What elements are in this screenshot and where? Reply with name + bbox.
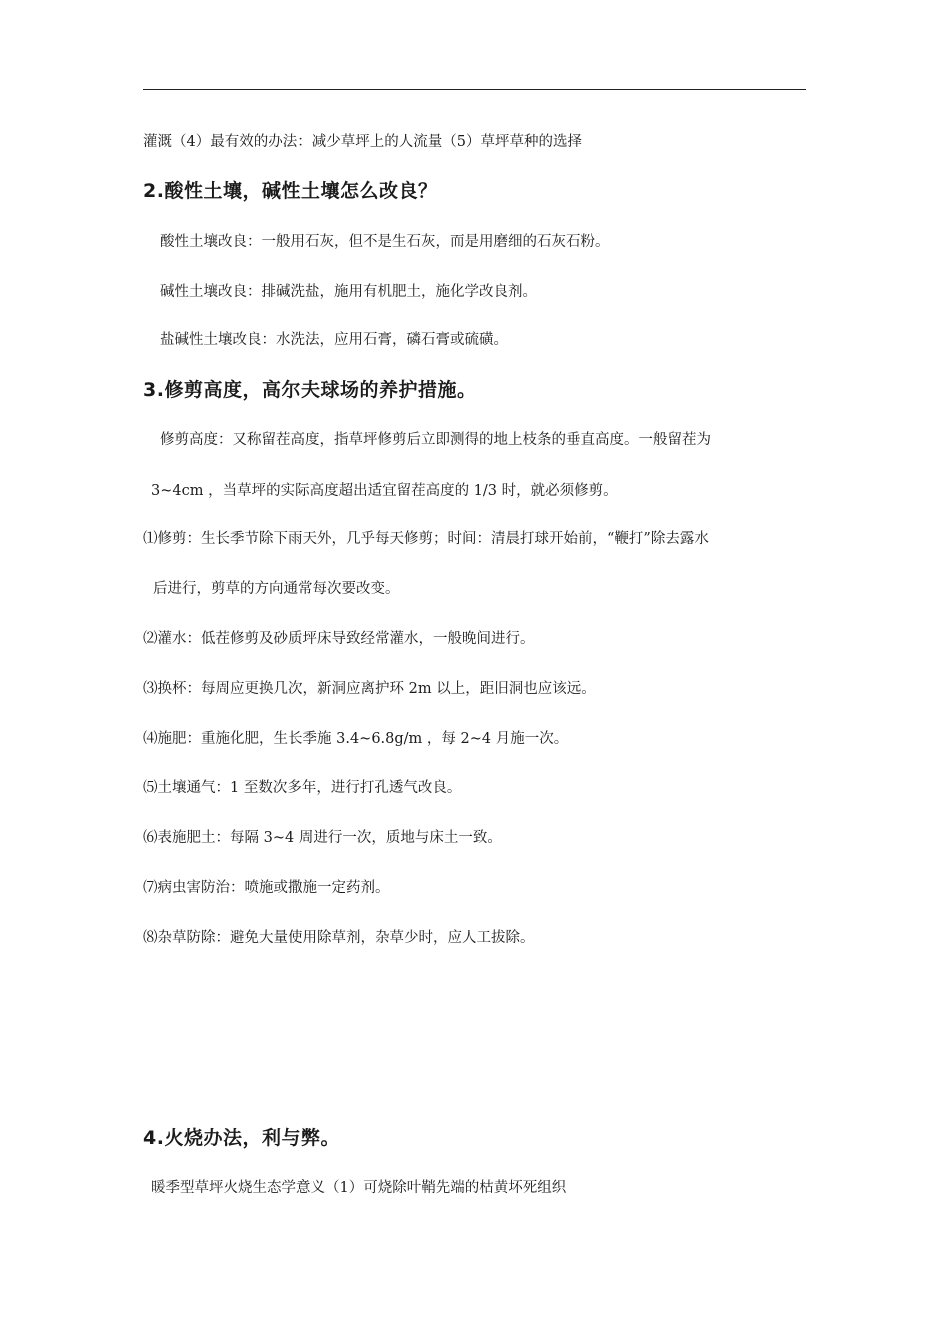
list-item: ⑷施肥：重施化肥，生长季施 3.4~6.8g/m ，每 2~4 月施一次。 [143,731,569,747]
section-heading-2: 2.酸性土壤，碱性土壤怎么改良？ [143,180,438,202]
list-item-continuation: 后进行，剪草的方向通常每次要改变。 [153,581,400,597]
text-line: 修剪高度：又称留茬高度，指草坪修剪后立即测得的地上枝条的垂直高度。一般留茬为 [160,432,711,448]
text-line: 盐碱性土壤改良：水洗法，应用石膏，磷石膏或硫磺。 [160,332,508,348]
header-rule [143,89,806,90]
text-line: 酸性土壤改良：一般用石灰，但不是生石灰，而是用磨细的石灰石粉。 [160,234,610,250]
list-item: ⑸土壤通气：1 至数次多年，进行打孔透气改良。 [143,780,462,796]
text-line: 3~4cm ，当草坪的实际高度超出适宜留茬高度的 1/3 时，就必须修剪。 [151,483,618,499]
list-item: ⑹表施肥土：每隔 3~4 周进行一次，质地与床土一致。 [143,830,502,846]
text-line: 暖季型草坪火烧生态学意义（1）可烧除叶鞘先端的枯黄坏死组织 [151,1180,567,1196]
text-line: 灌溉（4）最有效的办法：减少草坪上的人流量（5）草坪草种的选择 [143,134,582,150]
section-heading-3: 3.修剪高度，高尔夫球场的养护措施。 [143,379,477,401]
list-item: ⑻杂草防除：避免大量使用除草剂，杂草少时，应人工拔除。 [143,930,535,946]
list-item: ⑵灌水：低茬修剪及砂质坪床导致经常灌水，一般晚间进行。 [143,631,535,647]
section-heading-4: 4.火烧办法，利与弊。 [143,1127,340,1149]
list-item: ⑶换杯：每周应更换几次，新洞应离护环 2m 以上，距旧洞也应该远。 [143,681,596,697]
list-item: ⑺病虫害防治：喷施或撒施一定药剂。 [143,880,390,896]
list-item: ⑴修剪：生长季节除下雨天外，几乎每天修剪；时间：清晨打球开始前，“鞭打”除去露水 [143,531,709,547]
text-line: 碱性土壤改良：排碱洗盐，施用有机肥土，施化学改良剂。 [160,284,537,300]
